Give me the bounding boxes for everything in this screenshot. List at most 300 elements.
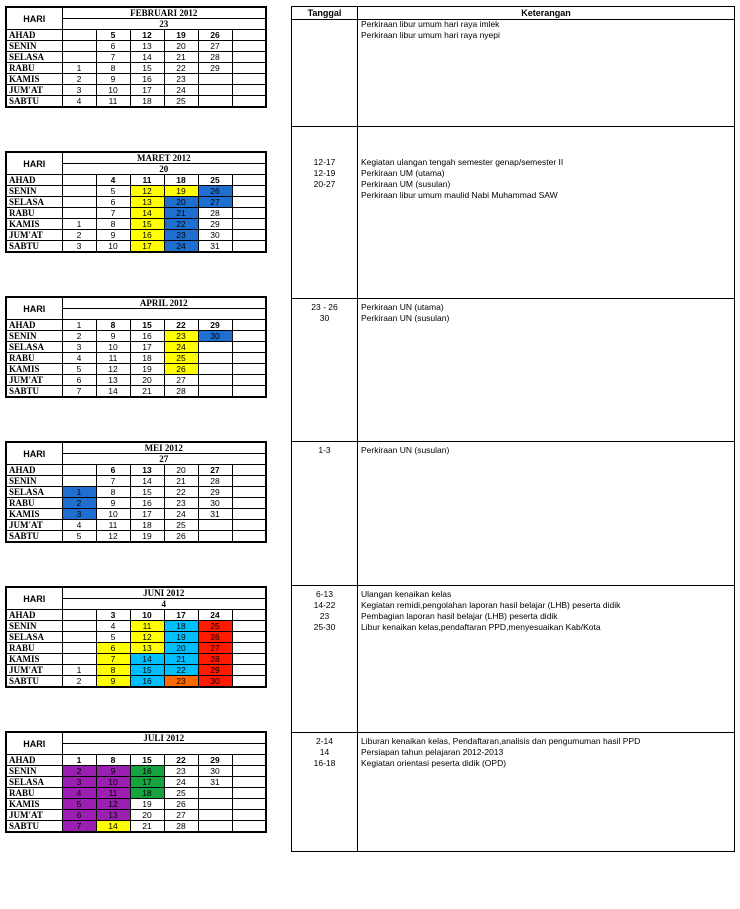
date-cell: 29 — [198, 665, 232, 676]
day-row — [6, 643, 266, 654]
date-cell: 13 — [96, 810, 130, 821]
date-cell — [232, 320, 266, 331]
date-cell — [232, 30, 266, 41]
day-name: SENIN — [6, 331, 62, 342]
day-name: AHAD — [6, 30, 62, 41]
date-cell: 27 — [198, 465, 232, 476]
date-cell: 3 — [62, 342, 96, 353]
date-cell: 28 — [164, 386, 198, 398]
date-cell — [232, 777, 266, 788]
date-cell: 7 — [62, 386, 96, 398]
day-name: JUM'AT — [6, 520, 62, 531]
date-cell: 1 — [62, 755, 96, 766]
date-cell: 1 — [62, 487, 96, 498]
day-row — [6, 353, 266, 364]
date-cell: 5 — [96, 632, 130, 643]
date-cell: 6 — [62, 810, 96, 821]
date-cell: 27 — [198, 41, 232, 52]
week-number — [62, 309, 266, 320]
date-cell: 15 — [130, 665, 164, 676]
date-cell: 14 — [130, 476, 164, 487]
date-cell: 7 — [96, 52, 130, 63]
agenda-date: 12-17 — [313, 157, 336, 167]
date-cell: 8 — [96, 219, 130, 230]
date-cell — [232, 665, 266, 676]
week-number: 23 — [62, 19, 266, 30]
agenda-text: Kegiatan orientasi peserta didik (OPD) — [361, 758, 507, 768]
date-cell: 15 — [130, 755, 164, 766]
date-cell: 30 — [198, 230, 232, 241]
date-cell: 3 — [62, 509, 96, 520]
agenda-text: Perkiraan libur umum maulid Nabi Muhammad SAW — [361, 190, 558, 200]
date-cell — [232, 531, 266, 543]
date-cell: 9 — [96, 74, 130, 85]
date-cell — [232, 520, 266, 531]
day-row — [6, 799, 266, 810]
day-name: SELASA — [6, 632, 62, 643]
date-cell: 12 — [96, 364, 130, 375]
date-cell: 5 — [62, 799, 96, 810]
day-row — [6, 632, 266, 643]
date-cell: 17 — [130, 509, 164, 520]
agenda-row — [292, 747, 734, 758]
date-cell: 22 — [164, 755, 198, 766]
date-cell: 29 — [198, 219, 232, 230]
day-name: JUM'AT — [6, 375, 62, 386]
date-cell: 23 — [164, 230, 198, 241]
date-cell: 3 — [62, 777, 96, 788]
day-row — [6, 342, 266, 353]
date-cell: 18 — [130, 96, 164, 108]
date-cell: 31 — [198, 777, 232, 788]
date-cell — [232, 219, 266, 230]
month-title: JULI 2012 — [62, 732, 266, 744]
date-cell: 1 — [62, 63, 96, 74]
date-cell — [198, 342, 232, 353]
date-cell — [198, 799, 232, 810]
date-cell: 29 — [198, 755, 232, 766]
day-row — [6, 375, 266, 386]
hari-header: HARI — [6, 7, 62, 30]
date-cell: 14 — [96, 386, 130, 398]
date-cell: 27 — [164, 810, 198, 821]
date-cell — [232, 643, 266, 654]
day-row — [6, 219, 266, 230]
date-cell — [62, 632, 96, 643]
day-row — [6, 465, 266, 476]
date-cell: 28 — [198, 52, 232, 63]
date-cell: 20 — [164, 643, 198, 654]
day-name: KAMIS — [6, 509, 62, 520]
date-cell: 22 — [164, 320, 198, 331]
date-cell: 27 — [164, 375, 198, 386]
agenda-row — [292, 30, 734, 41]
agenda-date: 14 — [319, 747, 330, 757]
date-cell: 11 — [130, 175, 164, 186]
date-cell: 7 — [62, 821, 96, 833]
agenda-text: Perkiraan UN (susulan) — [361, 313, 450, 323]
date-cell — [232, 175, 266, 186]
date-cell — [232, 186, 266, 197]
date-cell: 29 — [198, 320, 232, 331]
month-calendar — [5, 6, 267, 108]
date-cell — [232, 386, 266, 398]
agenda-row — [292, 19, 734, 30]
date-cell: 21 — [164, 654, 198, 665]
date-cell: 7 — [96, 208, 130, 219]
day-name: SENIN — [6, 621, 62, 632]
day-row — [6, 386, 266, 398]
date-cell: 19 — [130, 799, 164, 810]
date-cell: 13 — [96, 375, 130, 386]
day-name: SENIN — [6, 41, 62, 52]
date-cell: 25 — [198, 621, 232, 632]
month-title: FEBRUARI 2012 — [62, 7, 266, 19]
date-cell: 3 — [62, 241, 96, 253]
day-name: SELASA — [6, 197, 62, 208]
date-cell: 20 — [164, 465, 198, 476]
date-cell: 24 — [164, 509, 198, 520]
date-cell — [198, 821, 232, 833]
date-cell: 9 — [96, 676, 130, 688]
date-cell: 21 — [164, 208, 198, 219]
date-cell — [232, 676, 266, 688]
date-cell: 26 — [198, 30, 232, 41]
day-name: SELASA — [6, 342, 62, 353]
date-cell: 18 — [130, 788, 164, 799]
date-cell — [232, 63, 266, 74]
date-cell — [232, 810, 266, 821]
day-row — [6, 96, 266, 108]
date-cell: 9 — [96, 766, 130, 777]
date-cell: 2 — [62, 331, 96, 342]
day-name: RABU — [6, 353, 62, 364]
date-cell — [232, 208, 266, 219]
day-name: SABTU — [6, 241, 62, 253]
date-cell: 21 — [130, 821, 164, 833]
month-title: JUNI 2012 — [62, 587, 266, 599]
day-row — [6, 364, 266, 375]
date-cell: 11 — [130, 621, 164, 632]
date-cell: 13 — [130, 465, 164, 476]
day-name: SENIN — [6, 766, 62, 777]
day-row — [6, 85, 266, 96]
agenda-row — [292, 622, 734, 633]
date-cell — [232, 197, 266, 208]
day-name: JUM'AT — [6, 85, 62, 96]
agenda-text: Perkiraan libur umum hari raya nyepi — [361, 30, 500, 40]
day-row — [6, 531, 266, 543]
date-cell — [198, 520, 232, 531]
date-cell: 28 — [198, 208, 232, 219]
day-name: SENIN — [6, 476, 62, 487]
date-cell — [232, 375, 266, 386]
section-divider — [292, 732, 734, 733]
date-cell: 5 — [96, 186, 130, 197]
date-cell — [198, 96, 232, 108]
week-number: 4 — [62, 599, 266, 610]
date-cell — [232, 241, 266, 253]
date-cell: 17 — [130, 241, 164, 253]
date-cell: 1 — [62, 219, 96, 230]
day-row — [6, 30, 266, 41]
agenda-row — [292, 611, 734, 622]
day-row — [6, 186, 266, 197]
date-cell: 19 — [164, 30, 198, 41]
agenda-text: Perkiraan UN (utama) — [361, 302, 444, 312]
date-cell: 18 — [130, 520, 164, 531]
date-cell: 21 — [164, 52, 198, 63]
date-cell: 8 — [96, 755, 130, 766]
date-cell: 3 — [96, 610, 130, 621]
date-cell: 10 — [96, 509, 130, 520]
date-cell: 17 — [130, 342, 164, 353]
date-cell: 23 — [164, 676, 198, 688]
day-row — [6, 509, 266, 520]
day-name: KAMIS — [6, 799, 62, 810]
day-row — [6, 766, 266, 777]
date-cell — [232, 487, 266, 498]
header-tanggal: Tanggal — [307, 8, 342, 18]
section-divider — [292, 126, 734, 127]
section-divider — [292, 298, 734, 299]
date-cell — [62, 643, 96, 654]
day-row — [6, 74, 266, 85]
date-cell: 6 — [96, 41, 130, 52]
date-cell: 18 — [164, 175, 198, 186]
day-name: KAMIS — [6, 219, 62, 230]
agenda-date: 30 — [319, 313, 330, 323]
date-cell: 25 — [164, 96, 198, 108]
date-cell: 28 — [198, 654, 232, 665]
date-cell: 12 — [130, 632, 164, 643]
day-name: AHAD — [6, 320, 62, 331]
date-cell — [198, 85, 232, 96]
month-calendar — [5, 731, 267, 833]
day-name: KAMIS — [6, 74, 62, 85]
date-cell — [62, 476, 96, 487]
agenda-row — [292, 589, 734, 600]
date-cell: 30 — [198, 498, 232, 509]
date-cell: 23 — [164, 331, 198, 342]
date-cell — [232, 331, 266, 342]
day-name: KAMIS — [6, 364, 62, 375]
date-cell — [232, 342, 266, 353]
date-cell: 1 — [62, 665, 96, 676]
agenda-text: Liburan kenaikan kelas, Pendaftaran,analisis dan pengumuman hasil PPD — [361, 736, 641, 746]
date-cell — [232, 74, 266, 85]
day-row — [6, 476, 266, 487]
day-name: SABTU — [6, 676, 62, 688]
agenda-row — [292, 758, 734, 769]
day-row — [6, 821, 266, 833]
day-name: SENIN — [6, 186, 62, 197]
date-cell: 20 — [130, 375, 164, 386]
day-name: SABTU — [6, 386, 62, 398]
date-cell: 24 — [164, 241, 198, 253]
date-cell: 19 — [130, 364, 164, 375]
date-cell: 19 — [164, 186, 198, 197]
section-divider — [292, 441, 734, 442]
date-cell: 24 — [198, 610, 232, 621]
date-cell: 22 — [164, 487, 198, 498]
date-cell: 10 — [130, 610, 164, 621]
day-row — [6, 498, 266, 509]
agenda-table — [291, 6, 735, 852]
day-row — [6, 230, 266, 241]
date-cell — [232, 788, 266, 799]
agenda-divider — [357, 7, 358, 851]
day-name: SABTU — [6, 96, 62, 108]
day-name: AHAD — [6, 465, 62, 476]
day-name: SABTU — [6, 531, 62, 543]
day-name: SELASA — [6, 777, 62, 788]
date-cell: 2 — [62, 74, 96, 85]
week-number: 20 — [62, 164, 266, 175]
day-name: SABTU — [6, 821, 62, 833]
date-cell: 23 — [164, 766, 198, 777]
agenda-date: 25-30 — [313, 622, 336, 632]
date-cell: 19 — [130, 531, 164, 543]
day-name: JUM'AT — [6, 810, 62, 821]
day-row — [6, 755, 266, 766]
date-cell: 11 — [96, 788, 130, 799]
date-cell: 26 — [164, 531, 198, 543]
date-cell: 14 — [130, 208, 164, 219]
day-name: RABU — [6, 208, 62, 219]
agenda-row — [292, 179, 734, 190]
month-title: MEI 2012 — [62, 442, 266, 454]
day-name: KAMIS — [6, 654, 62, 665]
date-cell: 28 — [164, 821, 198, 833]
agenda-date: 23 — [319, 611, 330, 621]
date-cell: 22 — [164, 63, 198, 74]
agenda-row — [292, 736, 734, 747]
agenda-text: Kegiatan remidi,pengolahan laporan hasil belajar (LHB) peserta didik — [361, 600, 621, 610]
date-cell: 16 — [130, 676, 164, 688]
date-cell — [198, 364, 232, 375]
date-cell — [232, 621, 266, 632]
date-cell — [232, 509, 266, 520]
agenda-text: Perkiraan UN (susulan) — [361, 445, 450, 455]
date-cell: 10 — [96, 342, 130, 353]
date-cell: 31 — [198, 241, 232, 253]
day-name: AHAD — [6, 175, 62, 186]
date-cell: 18 — [164, 621, 198, 632]
date-cell: 14 — [130, 654, 164, 665]
day-row — [6, 654, 266, 665]
date-cell: 6 — [62, 375, 96, 386]
date-cell: 2 — [62, 230, 96, 241]
date-cell: 13 — [130, 643, 164, 654]
date-cell — [62, 621, 96, 632]
week-number — [62, 744, 266, 755]
date-cell: 17 — [164, 610, 198, 621]
day-row — [6, 52, 266, 63]
date-cell: 15 — [130, 63, 164, 74]
date-cell: 15 — [130, 487, 164, 498]
agenda-date: 14-22 — [313, 600, 336, 610]
date-cell — [232, 755, 266, 766]
date-cell: 21 — [130, 386, 164, 398]
date-cell: 5 — [96, 30, 130, 41]
date-cell: 18 — [130, 353, 164, 364]
day-row — [6, 197, 266, 208]
day-row — [6, 520, 266, 531]
date-cell: 25 — [164, 520, 198, 531]
date-cell — [62, 197, 96, 208]
date-cell — [198, 353, 232, 364]
agenda-text: Perkiraan UM (utama) — [361, 168, 445, 178]
date-cell: 1 — [62, 320, 96, 331]
date-cell: 4 — [62, 96, 96, 108]
date-cell: 29 — [198, 63, 232, 74]
date-cell: 23 — [164, 498, 198, 509]
date-cell — [62, 654, 96, 665]
date-cell: 8 — [96, 487, 130, 498]
agenda-text: Kegiatan ulangan tengah semester genap/semester II — [361, 157, 564, 167]
day-row — [6, 41, 266, 52]
week-number: 27 — [62, 454, 266, 465]
date-cell: 25 — [164, 353, 198, 364]
date-cell: 22 — [164, 665, 198, 676]
day-row — [6, 676, 266, 688]
agenda-row — [292, 302, 734, 313]
agenda-date: 16-18 — [313, 758, 336, 768]
date-cell: 26 — [198, 186, 232, 197]
date-cell: 26 — [164, 799, 198, 810]
date-cell: 27 — [198, 643, 232, 654]
date-cell — [232, 41, 266, 52]
date-cell — [232, 766, 266, 777]
agenda-date: 20-27 — [313, 179, 336, 189]
day-row — [6, 487, 266, 498]
month-title: APRIL 2012 — [62, 297, 266, 309]
date-cell: 2 — [62, 766, 96, 777]
agenda-date: 23 - 26 — [311, 302, 338, 312]
agenda-row — [292, 600, 734, 611]
date-cell: 2 — [62, 676, 96, 688]
date-cell: 2 — [62, 498, 96, 509]
agenda-text: Perkiraan UM (susulan) — [361, 179, 451, 189]
date-cell: 9 — [96, 331, 130, 342]
agenda-date: 1-3 — [318, 445, 331, 455]
agenda-text: Libur kenaikan kelas,pendaftaran PPD,menyesuaikan Kab/Kota — [361, 622, 601, 632]
date-cell: 14 — [130, 52, 164, 63]
day-row — [6, 810, 266, 821]
hari-header: HARI — [6, 442, 62, 465]
date-cell — [232, 96, 266, 108]
date-cell: 11 — [96, 96, 130, 108]
hari-header: HARI — [6, 587, 62, 610]
day-name: JUM'AT — [6, 230, 62, 241]
date-cell: 13 — [130, 197, 164, 208]
date-cell: 24 — [164, 342, 198, 353]
date-cell — [232, 364, 266, 375]
month-calendar — [5, 296, 267, 398]
date-cell: 20 — [164, 41, 198, 52]
date-cell: 25 — [164, 788, 198, 799]
date-cell: 12 — [130, 186, 164, 197]
agenda-date: 2-14 — [315, 736, 333, 746]
date-cell: 9 — [96, 498, 130, 509]
month-calendar — [5, 441, 267, 543]
agenda-text: Ulangan kenaikan kelas — [361, 589, 452, 599]
date-cell — [62, 208, 96, 219]
date-cell: 14 — [96, 821, 130, 833]
date-cell — [232, 610, 266, 621]
header-keterangan: Keterangan — [521, 8, 571, 18]
